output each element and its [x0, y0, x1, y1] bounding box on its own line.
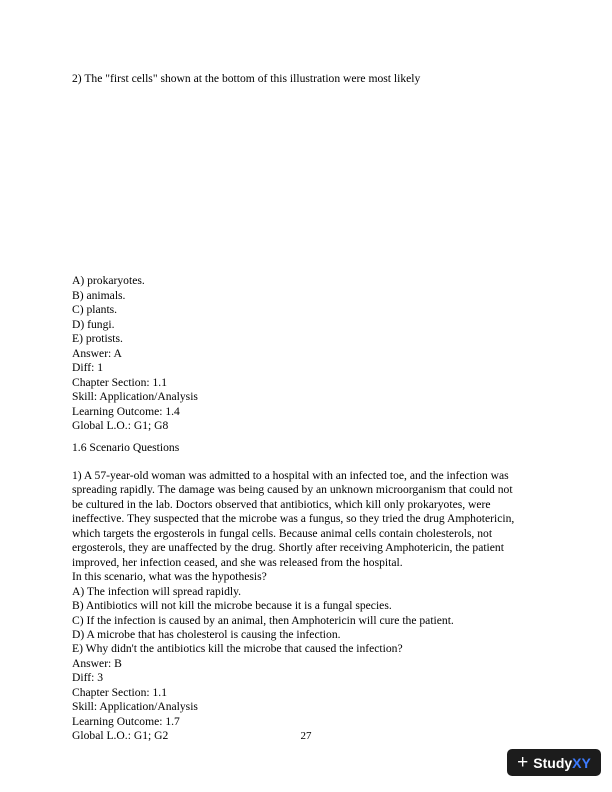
- brand-prefix: Study: [533, 754, 573, 771]
- answer: Answer: B: [72, 656, 122, 670]
- difficulty: Diff: 1: [72, 361, 104, 374]
- answer: Answer: A: [72, 346, 122, 360]
- learning-outcome: Learning Outcome: 1.7: [72, 714, 180, 728]
- studyxy-logo[interactable]: [507, 749, 601, 776]
- chapter-section: Chapter Section: 1.1: [72, 375, 167, 389]
- brand-suffix: XY: [572, 754, 591, 771]
- option-b: B) animals.: [72, 288, 126, 302]
- scenario-line: ineffective. They suspected that the microbe was a fungus, so they tried the drug Amphotericin,: [72, 512, 515, 526]
- learning-outcome: Learning Outcome: 1.4: [72, 404, 180, 418]
- section-heading: 1.6 Scenario Questions: [72, 441, 180, 454]
- scenario-prompt: In this scenario, what was the hypothesis?: [72, 570, 267, 584]
- question-2-stem: 2) The "first cells" shown at the bottom of this illustration were most likely: [72, 72, 421, 85]
- scenario-line: spreading rapidly. The damage was being caused by an unknown microorganism that could not: [72, 483, 513, 497]
- global-lo: Global L.O.: G1; G2: [72, 729, 169, 743]
- skill: Skill: Application/Analysis: [72, 390, 198, 403]
- option-d: D) fungi.: [72, 317, 115, 331]
- option-c: C) If the infection is caused by an animal, then Amphotericin will cure the patient.: [72, 613, 454, 627]
- skill: Skill: Application/Analysis: [72, 700, 198, 714]
- scenario-line: be cultured in the lab. Doctors observed that antibiotics, which kill only prokaryotes, were: [72, 497, 491, 511]
- option-e: E) Why didn't the antibiotics kill the microbe that caused the infection?: [72, 642, 403, 656]
- scenario-question-1: [72, 469, 542, 744]
- option-a: A) prokaryotes.: [72, 274, 145, 287]
- plus-icon: +: [517, 752, 529, 773]
- option-e: E) protists.: [72, 332, 123, 345]
- scenario-line: improved, her infection ceased, and she was released from the hospital.: [72, 555, 403, 569]
- question-2-answers: [72, 274, 198, 434]
- scenario-line: ergosterols, they are unaffected by the drug. Shortly after receiving Amphotericin, the patient: [72, 541, 504, 555]
- option-a: A) The infection will spread rapidly.: [72, 584, 242, 598]
- option-b: B) Antibiotics will not kill the microbe because it is a fungal species.: [72, 599, 392, 613]
- difficulty: Diff: 3: [72, 671, 104, 685]
- page-number: 27: [300, 730, 312, 742]
- option-d: D) A microbe that has cholesterol is causing the infection.: [72, 627, 341, 641]
- scenario-line: which targets the ergosterols in fungal cells. Because animal cells contain cholesterols, not: [72, 526, 493, 540]
- option-c: C) plants.: [72, 303, 118, 316]
- scenario-line: 1) A 57-year-old woman was admitted to a hospital with an infected toe, and the infection was: [72, 469, 509, 482]
- global-lo: Global L.O.: G1; G8: [72, 419, 169, 432]
- chapter-section: Chapter Section: 1.1: [72, 685, 167, 699]
